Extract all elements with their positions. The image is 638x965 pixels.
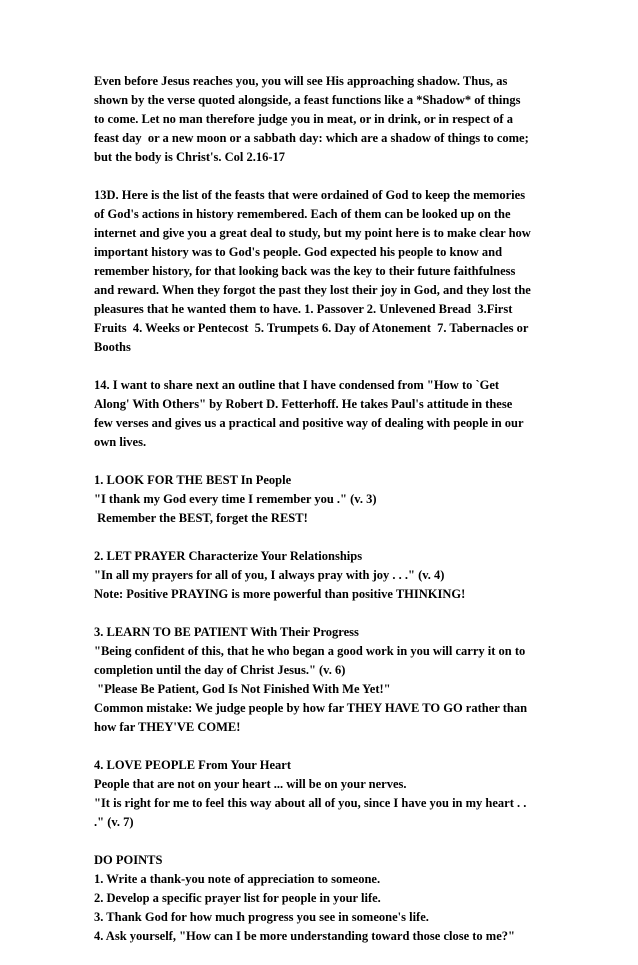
text-line: own lives. (94, 435, 147, 449)
text-line: pleasures that he wanted them to have. 1. Passover 2. Unlevened Bread 3.First (94, 302, 513, 316)
text-line: 1. Write a thank-you note of appreciation to someone. (94, 872, 381, 886)
text-line: internet and give you a great deal to study, but my point here is to make clear how (94, 226, 531, 240)
paragraph-shadow (94, 72, 540, 167)
outline-point-2 (94, 547, 540, 604)
text-line: shown by the verse quoted alongside, a feast functions like a *Shadow* of things (94, 93, 521, 107)
text-line: 1. LOOK FOR THE BEST In People (94, 473, 292, 487)
text-line: 14. I want to share next an outline that I have condensed from "How to `Get (94, 378, 500, 392)
text-line: few verses and gives us a practical and positive way of dealing with people in our (94, 416, 524, 430)
text-line: "Being confident of this, that he who began a good work in you will carry it on to (94, 644, 526, 658)
text-line: but the body is Christ's. Col 2.16-17 (94, 150, 285, 164)
do-points (94, 851, 540, 946)
text-line: of God's actions in history remembered. Each of them can be looked up on the (94, 207, 511, 221)
text-line: important history was to God's people. God expected his people to know and (94, 245, 503, 259)
text-line: completion until the day of Christ Jesus." (v. 6) (94, 663, 346, 677)
text-line: "It is right for me to feel this way about all of you, since I have you in my heart . . (94, 796, 527, 810)
document-page (94, 72, 540, 965)
outline-point-4 (94, 756, 540, 832)
text-line: Note: Positive PRAYING is more powerful than positive THINKING! (94, 587, 466, 601)
text-line: Even before Jesus reaches you, you will see His approaching shadow. Thus, as (94, 74, 508, 88)
paragraph-feasts (94, 186, 540, 357)
paragraph-outline-intro (94, 376, 540, 452)
text-line: 2. Develop a specific prayer list for people in your life. (94, 891, 381, 905)
text-line: Booths (94, 340, 131, 354)
text-line: 13D. Here is the list of the feasts that were ordained of God to keep the memories (94, 188, 526, 202)
text-line: 4. LOVE PEOPLE From Your Heart (94, 758, 291, 772)
text-line: feast day or a new moon or a sabbath day: which are a shadow of things to come; (94, 131, 529, 145)
text-line: "In all my prayers for all of you, I always pray with joy . . ." (v. 4) (94, 568, 445, 582)
text-line: remember history, for that looking back was the key to their future faithfulness (94, 264, 516, 278)
text-line: Fruits 4. Weeks or Pentecost 5. Trumpets 6. Day of Atonement 7. Tabernacles or (94, 321, 529, 335)
text-line: to come. Let no man therefore judge you in meat, or in drink, or in respect of a (94, 112, 513, 126)
text-line: "Please Be Patient, God Is Not Finished With Me Yet!" (94, 682, 391, 696)
text-line: Common mistake: We judge people by how far THEY HAVE TO GO rather than (94, 701, 528, 715)
text-line: 4. Ask yourself, "How can I be more understanding toward those close to me?" (94, 929, 515, 943)
text-line: People that are not on your heart ... will be on your nerves. (94, 777, 407, 791)
text-line: Remember the BEST, forget the REST! (94, 511, 308, 525)
outline-point-3 (94, 623, 540, 737)
outline-point-1 (94, 471, 540, 528)
text-line: Along' With Others" by Robert D. Fetterhoff. He takes Paul's attitude in these (94, 397, 513, 411)
text-line: ." (v. 7) (94, 815, 134, 829)
text-line: how far THEY'VE COME! (94, 720, 241, 734)
do-points-heading: DO POINTS (94, 853, 163, 867)
text-line: 3. LEARN TO BE PATIENT With Their Progress (94, 625, 359, 639)
text-line: 3. Thank God for how much progress you see in someone's life. (94, 910, 429, 924)
text-line: 2. LET PRAYER Characterize Your Relationships (94, 549, 363, 563)
text-line: "I thank my God every time I remember you ." (v. 3) (94, 492, 377, 506)
text-line: and reward. When they forgot the past they lost their joy in God, and they lost the (94, 283, 531, 297)
